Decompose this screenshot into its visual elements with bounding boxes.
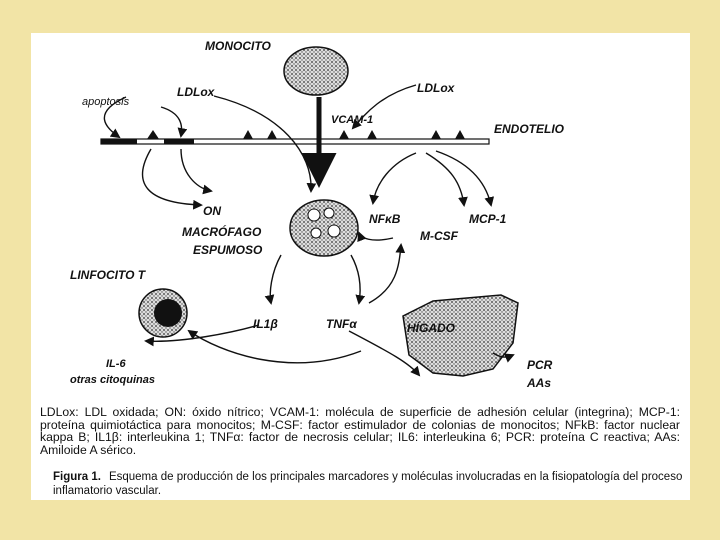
label-espumoso: ESPUMOSO — [193, 243, 263, 257]
label-pcr: PCR — [527, 358, 553, 372]
label-monocito: MONOCITO — [205, 39, 271, 53]
figure-panel — [31, 33, 690, 500]
monocyte-cell — [284, 47, 348, 95]
abbreviations-legend: LDLox: LDL oxidada; ON: óxido nítrico; VCAM-1: molécula de superficie de adhesión celular (integrina); MCP-1: proteína quimiotáctica para monocitos; M-CSF: factor estimulador de colonias de monocitos; NFkB: factor nuclear kappa B; IL1β: interleukina 1; TNFα: factor de necrosis celular; IL6: interleukina 6; PCR: proteína C reactiva; AAs: Amiloide A sérico. — [40, 405, 680, 457]
label-otras-citoquinas: otras citoquinas — [70, 374, 155, 386]
inflammation-diagram — [31, 33, 690, 403]
label-nfkb: NFκB — [369, 212, 401, 226]
label-vcam: VCAM-1 — [331, 114, 374, 126]
label-il6: IL-6 — [106, 358, 126, 370]
label-il1b: IL1β — [253, 317, 278, 331]
label-tnfa: TNFα — [326, 317, 357, 331]
label-linfocito: LINFOCITO T — [70, 268, 146, 282]
label-aas: AAs — [527, 376, 552, 390]
label-ldlox-right: LDLox — [417, 81, 455, 95]
label-mcp1: MCP-1 — [469, 212, 507, 226]
label-ldlox-left: LDLox — [177, 85, 215, 99]
caption-label: Figura 1. — [53, 471, 101, 483]
t-lymphocyte-cell — [139, 289, 187, 337]
macrophage-cell — [290, 200, 358, 256]
endothelium — [101, 130, 489, 144]
label-mcsf: M-CSF — [420, 229, 458, 243]
label-on: ON — [203, 204, 221, 218]
caption-text: Esquema de producción de los principales marcadores y moléculas involucradas en la fisiopatología del proceso inflamatorio vascular. — [53, 471, 683, 497]
label-macrofago: MACRÓFAGO — [182, 225, 262, 239]
figure-caption — [53, 470, 683, 498]
label-higado: HÍGADO — [407, 321, 455, 335]
liver-shape — [403, 295, 518, 376]
label-endotelio: ENDOTELIO — [494, 122, 565, 136]
label-apoptosis: apoptosis — [82, 96, 130, 108]
